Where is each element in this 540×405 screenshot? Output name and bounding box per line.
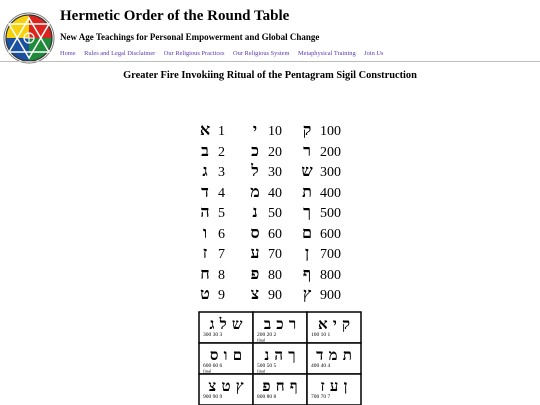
kamea-letters: ף ח פ [262, 377, 298, 395]
letter-value: 70 [268, 247, 282, 262]
hebrew-letter: ת [302, 181, 312, 201]
gematria-cell [248, 120, 282, 140]
kamea-grid-image [198, 311, 362, 405]
gematria-cell [198, 264, 225, 284]
gematria-row [190, 264, 370, 282]
letter-value: 10 [268, 124, 282, 139]
nav-item-metaphysical-training[interactable]: Metaphysical Training [297, 50, 356, 57]
letter-value: 900 [320, 288, 341, 303]
main-nav [60, 50, 384, 57]
kamea-values: 100 10 1 [311, 332, 331, 338]
site-header [0, 0, 540, 62]
hebrew-letter: ו [202, 222, 208, 242]
gematria-row [190, 284, 370, 302]
hebrew-letter: י [252, 120, 258, 139]
letter-value: 90 [268, 288, 282, 303]
hebrew-letter: ש [301, 161, 313, 180]
gematria-cell [248, 161, 282, 181]
hebrew-letter: ק [302, 120, 312, 139]
kamea-cell [307, 343, 361, 374]
kamea-note: final [203, 368, 212, 374]
kamea-values: 900 90 9 [203, 394, 223, 400]
hebrew-letter: ב [201, 140, 209, 160]
letter-value: 20 [268, 144, 282, 160]
letter-value: 400 [320, 185, 341, 201]
gematria-cell [300, 182, 341, 202]
gematria-cell [198, 243, 225, 263]
gematria-cell [198, 182, 225, 202]
kamea-letters: ם ו ס [209, 346, 243, 364]
letter-value: 7 [218, 247, 225, 262]
hebrew-letter: ך [303, 202, 311, 221]
hebrew-letter: ט [200, 284, 210, 303]
letter-value: 100 [320, 124, 341, 139]
kamea-cell [307, 374, 361, 405]
gematria-cell [248, 264, 282, 284]
gematria-cell [248, 141, 282, 161]
hebrew-letter: צ [250, 284, 260, 303]
hebrew-letter: ג [202, 161, 208, 180]
kamea-values: 700 70 7 [311, 394, 331, 400]
kamea-cell [253, 374, 307, 405]
hebrew-letter: פ [250, 263, 260, 283]
hebrew-letter: כ [251, 140, 259, 160]
nav-item-rules-legal[interactable]: Rules and Legal Disclaimer [84, 50, 156, 57]
kamea-values: 400 40 4 [311, 363, 331, 369]
kamea-letters: ר כ ב [263, 315, 297, 333]
hebrew-letter: ף [302, 263, 312, 283]
gematria-cell [198, 202, 225, 222]
letter-value: 30 [268, 165, 282, 180]
hebrew-letter: ץ [302, 284, 312, 303]
kamea-letters: ן ע ז [320, 377, 348, 395]
site-title[interactable]: Hermetic Order of the Round Table [60, 8, 290, 24]
hebrew-letter: א [199, 120, 211, 139]
gematria-cell [300, 264, 341, 284]
nav-item-join-us[interactable]: Join Us [364, 50, 384, 57]
letter-value: 500 [320, 206, 341, 221]
site-tagline: New Age Teachings for Personal Empowerment and Global Change [60, 32, 320, 42]
gematria-row [190, 202, 370, 220]
hebrew-letter: ר [303, 140, 311, 160]
gematria-cell [198, 284, 225, 304]
hebrew-letter: ל [251, 161, 259, 180]
kamea-values: 500 50 5 [257, 363, 277, 369]
kamea-cell [307, 312, 361, 343]
letter-value: 8 [218, 267, 225, 283]
gematria-row [190, 120, 370, 138]
kamea-values: 200 20 2 [257, 332, 277, 338]
nav-item-religious-practices[interactable]: Our Religious Practices [163, 50, 225, 57]
letter-value: 40 [268, 185, 282, 201]
nav-item-religious-system[interactable]: Our Religious System [233, 50, 290, 57]
kamea-note: final [257, 368, 266, 374]
gematria-cell [300, 202, 341, 222]
letter-value: 300 [320, 165, 341, 180]
gematria-row [190, 161, 370, 179]
hebrew-letter: ד [201, 181, 209, 201]
gematria-cell [300, 120, 341, 140]
gematria-cell [248, 223, 282, 243]
gematria-cell [248, 202, 282, 222]
kamea-cell [253, 343, 307, 374]
kamea-letters: ת מ ד [316, 346, 352, 364]
letter-value: 4 [218, 185, 225, 201]
hebrew-letter: ע [250, 243, 260, 262]
kamea-cell [199, 312, 253, 343]
gematria-cell [300, 161, 341, 181]
letter-value: 80 [268, 267, 282, 283]
header-divider [0, 61, 540, 62]
kamea-letters: ך ה נ [264, 346, 296, 364]
logo-icon[interactable] [3, 12, 55, 64]
kamea-note: final [257, 337, 266, 343]
letter-value: 3 [218, 165, 225, 180]
kamea-cell [253, 312, 307, 343]
gematria-cell [248, 182, 282, 202]
letter-value: 60 [268, 226, 282, 242]
gematria-cell [198, 120, 225, 140]
gematria-row [190, 182, 370, 200]
hebrew-letter: נ [252, 202, 258, 221]
kamea-values: 800 80 8 [257, 394, 277, 400]
letter-value: 800 [320, 267, 341, 283]
nav-item-home[interactable]: Home [60, 50, 76, 57]
gematria-cell [300, 223, 341, 243]
letter-value: 1 [218, 124, 225, 139]
gematria-cell [248, 243, 282, 263]
kamea-letters: ש ל ג [209, 315, 243, 333]
gematria-cell [198, 223, 225, 243]
gematria-cell [198, 161, 225, 181]
letter-value: 2 [218, 144, 225, 160]
kamea-values: 300 30 3 [203, 332, 223, 338]
gematria-table [190, 116, 370, 306]
hebrew-letter: ז [202, 243, 208, 262]
kamea-values: 600 60 6 [203, 363, 223, 369]
hebrew-letter: מ [250, 181, 260, 201]
gematria-cell [300, 141, 341, 161]
letter-value: 200 [320, 144, 341, 160]
hebrew-letter: ס [250, 222, 260, 242]
kamea-letters: ק י א [317, 315, 351, 333]
letter-value: 700 [320, 247, 341, 262]
hebrew-letter: ן [304, 243, 310, 262]
gematria-cell [198, 141, 225, 161]
letter-value: 50 [268, 206, 282, 221]
kamea-cell [199, 374, 253, 405]
letter-value: 9 [218, 288, 225, 303]
kamea-cell [199, 343, 253, 374]
gematria-row [190, 141, 370, 159]
gematria-cell [300, 243, 341, 263]
letter-value: 5 [218, 206, 225, 221]
hebrew-letter: ם [302, 222, 312, 242]
gematria-cell [248, 284, 282, 304]
gematria-cell [300, 284, 341, 304]
kamea-letters: ץ ט צ [208, 377, 244, 395]
page-title: Greater Fire Invokiing Ritual of the Pentagram Sigil Construction [123, 70, 417, 81]
hebrew-letter: ח [200, 263, 210, 283]
letter-value: 6 [218, 226, 225, 242]
gematria-row [190, 243, 370, 261]
hebrew-letter: ה [200, 202, 210, 221]
letter-value: 600 [320, 226, 341, 242]
gematria-row [190, 223, 370, 241]
